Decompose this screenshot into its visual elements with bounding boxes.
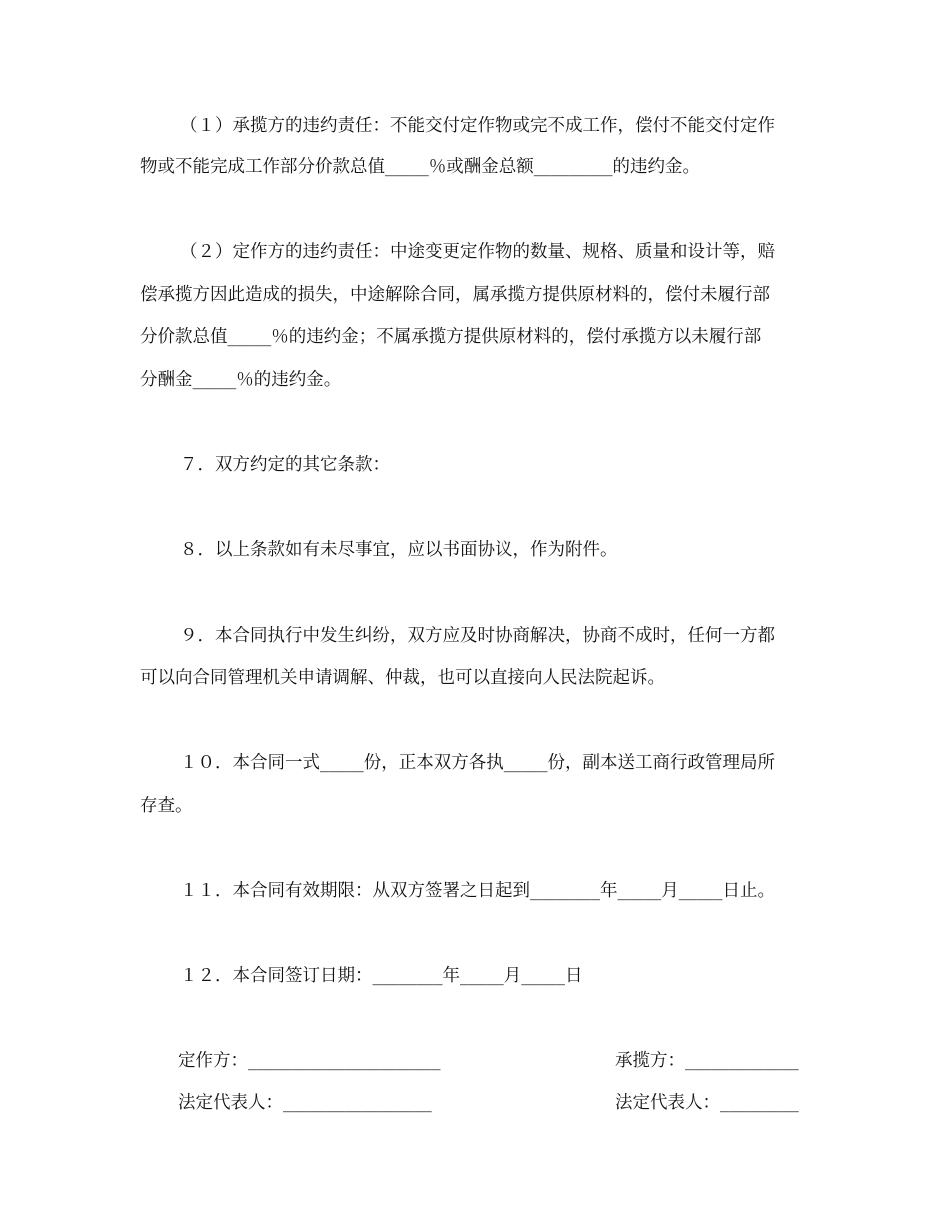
signature-right-party: 承揽方：_____________ bbox=[615, 1051, 799, 1071]
signature-left-representative: 法定代表人：_________________ bbox=[178, 1093, 432, 1113]
item-8: ８．以上条款如有未尽事宜，应以书面协议，作为附件。 bbox=[180, 540, 618, 560]
signature-right-representative: 法定代表人：_________ bbox=[615, 1093, 799, 1113]
signature-left-party: 定作方：______________________ bbox=[178, 1051, 441, 1071]
clause-2-line-1: （２）定作方的违约责任：中途变更定作物的数量、规格、质量和设计等，赔 bbox=[180, 242, 775, 262]
item-11: １１．本合同有效期限：从双方签署之日起到________年_____月_____日止。 bbox=[180, 881, 775, 901]
clause-2-line-3: 分价款总值_____％的违约金；不属承揽方提供原材料的，偿付承揽方以未履行部 bbox=[140, 327, 762, 347]
item-9-line-2: 可以向合同管理机关申请调解、仲裁，也可以直接向人民法院起诉。 bbox=[140, 668, 665, 688]
clause-2-line-2: 偿承揽方因此造成的损失，中途解除合同，属承揽方提供原材料的，偿付未履行部 bbox=[140, 285, 770, 305]
item-10-line-1: １０．本合同一式_____份，正本双方各执_____份，副本送工商行政管理局所 bbox=[180, 753, 775, 773]
item-12: １２．本合同签订日期：________年_____月_____日 bbox=[180, 966, 583, 986]
item-10-line-2: 存查。 bbox=[140, 796, 193, 816]
clause-1-line-1: （１）承揽方的违约责任：不能交付定作物或完不成工作，偿付不能交付定作 bbox=[180, 116, 775, 136]
clause-2-line-4: 分酬金_____％的违约金。 bbox=[140, 370, 342, 390]
item-7: ７．双方约定的其它条款： bbox=[180, 455, 390, 475]
clause-1-line-2: 物或不能完成工作部分价款总值_____％或酬金总额_________的违约金。 bbox=[140, 157, 700, 177]
item-9-line-1: ９．本合同执行中发生纠纷，双方应及时协商解决，协商不成时，任何一方都 bbox=[180, 626, 775, 646]
